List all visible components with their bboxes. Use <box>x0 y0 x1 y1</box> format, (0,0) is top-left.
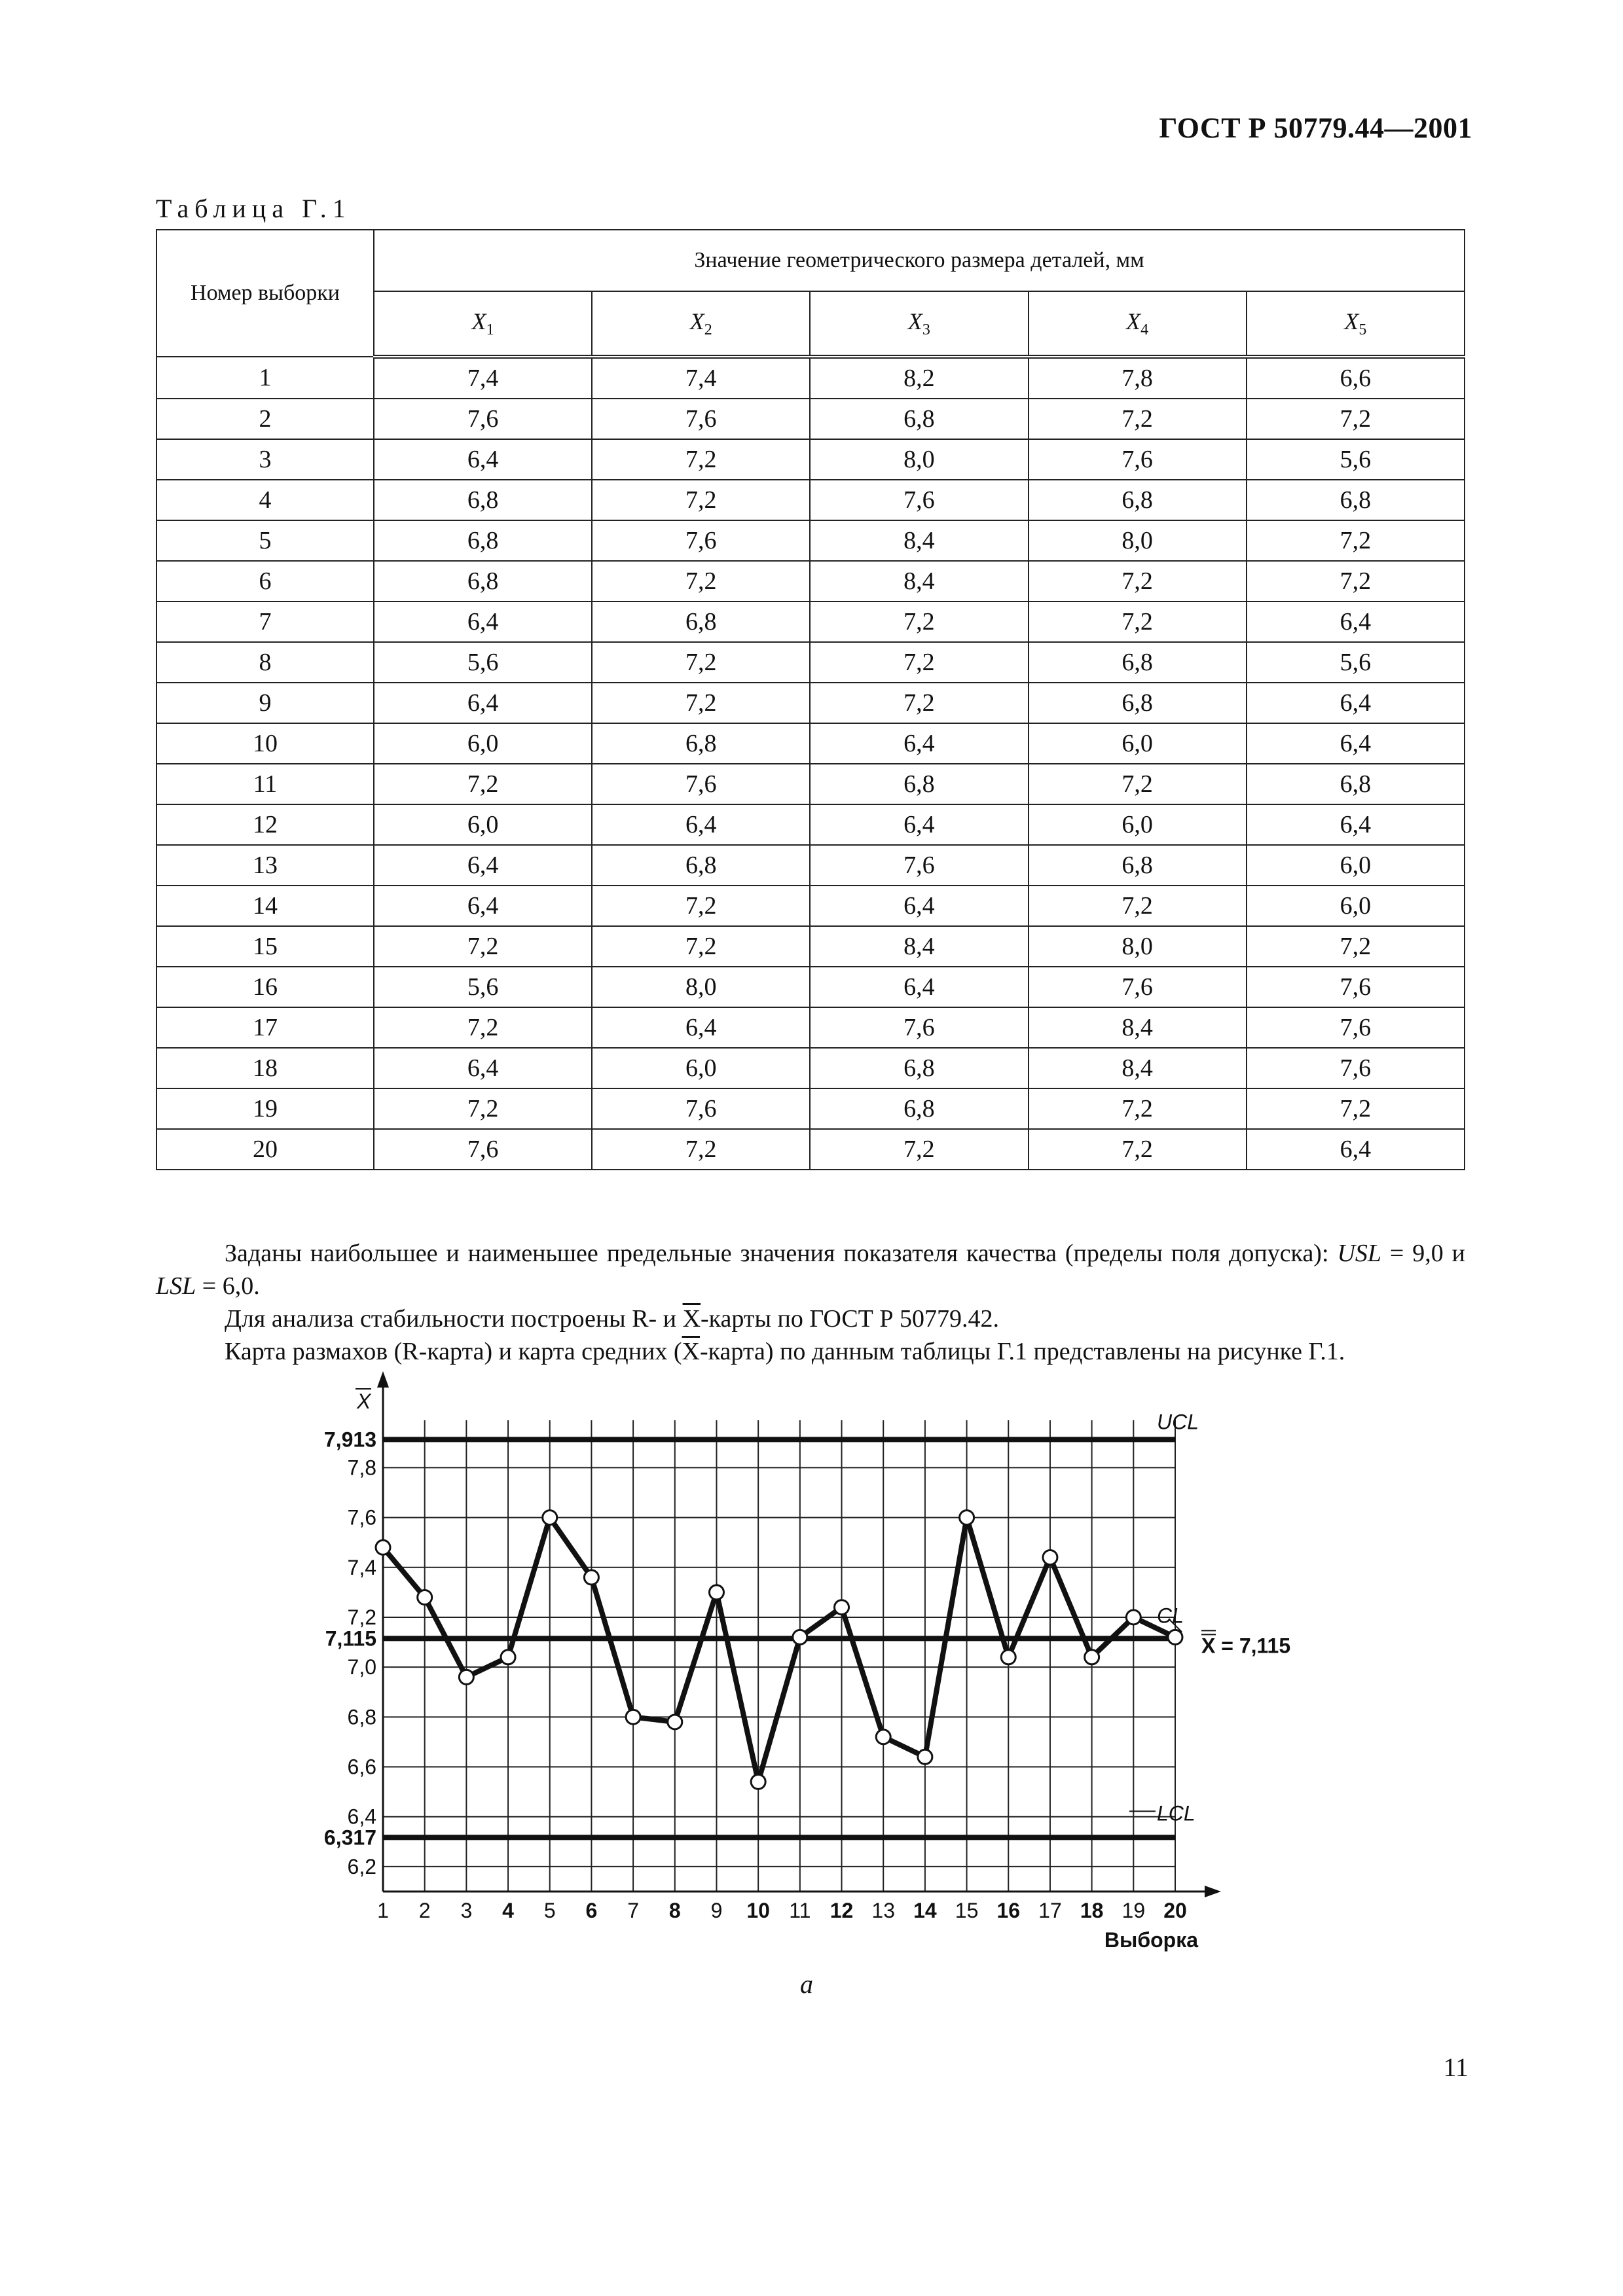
value-cell: 6,8 <box>374 520 592 561</box>
x-tick-label: 17 <box>1038 1899 1062 1922</box>
value-cell: 6,8 <box>592 845 810 886</box>
control-label-lcl: LCL <box>1157 1801 1195 1825</box>
paragraph-stability <box>156 1302 1465 1335</box>
x-tick-label: 15 <box>955 1899 979 1922</box>
value-cell: 7,2 <box>592 480 810 520</box>
value-cell: 7,2 <box>1029 561 1247 601</box>
paragraph-tolerance <box>156 1237 1465 1302</box>
value-cell: 6,4 <box>374 886 592 926</box>
value-cell: 6,4 <box>592 804 810 845</box>
value-cell: 8,4 <box>810 926 1028 967</box>
y-tick-label: 6,6 <box>347 1755 376 1779</box>
data-point <box>1001 1650 1015 1664</box>
value-cell: 6,8 <box>1029 480 1247 520</box>
value-cell: 7,2 <box>1029 764 1247 804</box>
data-point <box>918 1749 932 1764</box>
value-cell: 7,6 <box>1029 439 1247 480</box>
cl-annotation: X = 7,115 <box>1201 1634 1291 1658</box>
value-cell: 6,8 <box>592 601 810 642</box>
value-cell: 5,6 <box>374 967 592 1007</box>
value-cell: 7,2 <box>810 642 1028 683</box>
chart-canvas <box>288 1368 1336 1964</box>
data-point <box>1126 1610 1140 1624</box>
value-cell: 8,0 <box>1029 520 1247 561</box>
value-cell: 7,2 <box>374 764 592 804</box>
value-cell: 7,6 <box>810 845 1028 886</box>
value-cell: 7,6 <box>1247 967 1465 1007</box>
value-cell: 7,2 <box>810 1129 1028 1170</box>
y-tick-label: 6,4 <box>347 1804 376 1829</box>
value-cell: 6,8 <box>810 1088 1028 1129</box>
y-tick-label: 7,4 <box>347 1555 376 1579</box>
table-row <box>156 764 1465 804</box>
x-tick-label: 5 <box>543 1899 556 1922</box>
table-row <box>156 683 1465 723</box>
value-cell: 6,8 <box>1029 683 1247 723</box>
table-caption: Таблица Г.1 <box>156 194 352 223</box>
value-cell: 7,6 <box>592 1088 810 1129</box>
value-cell: 6,0 <box>1247 845 1465 886</box>
p2-xbar: $\overline{X}$ <box>682 1305 701 1333</box>
value-cell: 6,4 <box>1247 683 1465 723</box>
value-cell: 6,0 <box>374 804 592 845</box>
col-x4: $X_4$ <box>1029 291 1247 357</box>
value-cell: 7,2 <box>374 1007 592 1048</box>
sample-number-cell: 3 <box>156 439 374 480</box>
value-cell: 6,4 <box>1247 601 1465 642</box>
control-label-ucl: UCL <box>1157 1410 1199 1434</box>
value-cell: 7,6 <box>374 1129 592 1170</box>
sample-number-cell: 14 <box>156 886 374 926</box>
value-cell: 6,0 <box>374 723 592 764</box>
value-cell: 7,2 <box>1029 1129 1247 1170</box>
x-tick-label: 19 <box>1122 1899 1146 1922</box>
value-cell: 7,4 <box>374 357 592 399</box>
value-cell: 7,2 <box>1029 601 1247 642</box>
y-axis-arrow <box>377 1371 389 1388</box>
y-axis-label: X <box>357 1390 371 1413</box>
x-tick-label: 4 <box>502 1899 514 1922</box>
value-cell: 7,6 <box>592 520 810 561</box>
value-cell: 6,4 <box>374 439 592 480</box>
measurements-table <box>156 229 1465 1170</box>
value-cell: 6,6 <box>1247 357 1465 399</box>
value-cell: 6,4 <box>374 1048 592 1088</box>
col-x5: $X_5$ <box>1247 291 1465 357</box>
value-cell: 7,6 <box>810 480 1028 520</box>
value-cell: 7,6 <box>374 399 592 439</box>
value-cell: 5,6 <box>1247 642 1465 683</box>
lsl-label: LSL <box>156 1272 196 1300</box>
table-row <box>156 723 1465 764</box>
value-cell: 7,2 <box>1247 561 1465 601</box>
value-cell: 6,8 <box>374 480 592 520</box>
value-cell: 6,0 <box>1029 804 1247 845</box>
value-cell: 6,4 <box>1247 1129 1465 1170</box>
value-cell: 7,2 <box>374 1088 592 1129</box>
value-cell: 6,8 <box>1029 642 1247 683</box>
usl-label: USL <box>1337 1240 1382 1267</box>
value-cell: 6,4 <box>1247 723 1465 764</box>
value-cell: 7,2 <box>592 642 810 683</box>
data-point <box>543 1511 557 1525</box>
sample-number-cell: 6 <box>156 561 374 601</box>
value-cell: 6,4 <box>810 804 1028 845</box>
value-cell: 8,0 <box>1029 926 1247 967</box>
value-cell: 7,6 <box>1029 967 1247 1007</box>
xbar-control-chart <box>288 1368 1336 1964</box>
col-sample-number: Номер выборки <box>156 230 374 357</box>
table-row <box>156 967 1465 1007</box>
value-cell: 6,8 <box>374 561 592 601</box>
col-x1: $X_1$ <box>374 291 592 357</box>
value-cell: 7,2 <box>592 926 810 967</box>
value-cell: 6,0 <box>592 1048 810 1088</box>
x-tick-label: 3 <box>460 1899 473 1922</box>
table-row <box>156 520 1465 561</box>
value-cell: 8,4 <box>810 520 1028 561</box>
table-row <box>156 399 1465 439</box>
value-cell: 8,0 <box>810 439 1028 480</box>
sample-number-cell: 17 <box>156 1007 374 1048</box>
x-tick-label: 11 <box>789 1899 811 1922</box>
data-point <box>376 1540 390 1554</box>
x-tick-label: 14 <box>913 1899 937 1922</box>
x-tick-label: 10 <box>746 1899 770 1922</box>
p2-text-b: -карты по ГОСТ Р 50779.42. <box>701 1305 1000 1333</box>
value-cell: 7,2 <box>1029 399 1247 439</box>
y-tick-label: 7,2 <box>347 1605 376 1629</box>
sample-number-cell: 1 <box>156 357 374 399</box>
table-row <box>156 480 1465 520</box>
x-tick-label: 6 <box>585 1899 598 1922</box>
value-cell: 7,2 <box>592 886 810 926</box>
data-point <box>793 1630 807 1644</box>
value-cell: 6,0 <box>1247 886 1465 926</box>
p3-xbar: $\overline{X}$ <box>682 1338 700 1365</box>
value-cell: 7,2 <box>1247 926 1465 967</box>
table-row <box>156 357 1465 399</box>
value-cell: 8,4 <box>1029 1048 1247 1088</box>
value-cell: 7,2 <box>1247 399 1465 439</box>
y-tick-label: 7,913 <box>323 1427 376 1452</box>
table-row <box>156 601 1465 642</box>
sample-number-cell: 18 <box>156 1048 374 1088</box>
value-cell: 6,8 <box>810 399 1028 439</box>
x-tick-label: 8 <box>668 1899 681 1922</box>
table-row <box>156 1007 1465 1048</box>
sample-number-cell: 11 <box>156 764 374 804</box>
data-point <box>459 1670 473 1684</box>
value-cell: 7,6 <box>810 1007 1028 1048</box>
data-point <box>626 1710 640 1724</box>
y-tick-label: 6,317 <box>323 1825 376 1850</box>
table-row <box>156 886 1465 926</box>
value-cell: 6,8 <box>1029 845 1247 886</box>
data-point <box>1043 1551 1057 1565</box>
x-tick-label: 12 <box>830 1899 854 1922</box>
p3-text-a: Карта размахов (R-карта) и карта средних ( <box>225 1338 682 1365</box>
table-row <box>156 845 1465 886</box>
x-tick-label: 13 <box>871 1899 896 1922</box>
document-standard-title: ГОСТ Р 50779.44—2001 <box>1159 112 1472 144</box>
value-cell: 7,6 <box>1247 1007 1465 1048</box>
value-cell: 6,4 <box>1247 804 1465 845</box>
value-cell: 6,4 <box>810 886 1028 926</box>
value-cell: 7,2 <box>592 1129 810 1170</box>
y-tick-label: 6,8 <box>347 1705 376 1729</box>
x-tick-label: 18 <box>1080 1899 1104 1922</box>
sample-number-cell: 7 <box>156 601 374 642</box>
value-cell: 6,4 <box>810 723 1028 764</box>
p2-text-a: Для анализа стабильности построены R- и <box>225 1305 683 1333</box>
y-tick-label: 7,8 <box>347 1456 376 1480</box>
data-point <box>584 1570 598 1585</box>
value-cell: 7,8 <box>1029 357 1247 399</box>
table-row <box>156 439 1465 480</box>
x-axis-arrow <box>1205 1886 1221 1897</box>
table-row <box>156 804 1465 845</box>
data-point <box>501 1650 515 1664</box>
sample-number-cell: 9 <box>156 683 374 723</box>
value-cell: 7,2 <box>1247 520 1465 561</box>
data-point <box>835 1600 849 1615</box>
data-point <box>418 1590 432 1604</box>
value-cell: 6,8 <box>810 1048 1028 1088</box>
y-tick-label: 7,115 <box>325 1626 376 1651</box>
sample-number-cell: 13 <box>156 845 374 886</box>
data-point <box>1168 1630 1182 1644</box>
value-cell: 6,4 <box>810 967 1028 1007</box>
table-row <box>156 1129 1465 1170</box>
value-cell: 6,8 <box>810 764 1028 804</box>
value-cell: 6,4 <box>592 1007 810 1048</box>
table-row <box>156 1088 1465 1129</box>
data-point <box>1085 1650 1099 1664</box>
value-cell: 5,6 <box>1247 439 1465 480</box>
value-cell: 6,8 <box>1247 480 1465 520</box>
value-cell: 7,2 <box>592 561 810 601</box>
x-tick-label: 2 <box>418 1899 431 1922</box>
value-cell: 7,2 <box>810 683 1028 723</box>
col-x3: $X_3$ <box>810 291 1028 357</box>
figure-sublabel: а <box>800 1969 813 1999</box>
lsl-value: = 6,0. <box>196 1272 260 1300</box>
table-row <box>156 1048 1465 1088</box>
data-point <box>668 1715 682 1729</box>
value-cell: 6,8 <box>592 723 810 764</box>
sample-number-cell: 12 <box>156 804 374 845</box>
value-cell: 7,2 <box>374 926 592 967</box>
value-cell: 8,4 <box>810 561 1028 601</box>
sample-number-cell: 8 <box>156 642 374 683</box>
x-tick-label: 20 <box>1163 1899 1187 1922</box>
data-point <box>960 1511 974 1525</box>
y-tick-label: 7,0 <box>347 1655 376 1679</box>
data-point <box>876 1730 890 1744</box>
value-cell: 7,2 <box>1247 1088 1465 1129</box>
value-cell: 7,2 <box>592 439 810 480</box>
data-point <box>751 1774 765 1789</box>
value-cell: 5,6 <box>374 642 592 683</box>
value-cell: 7,2 <box>1029 1088 1247 1129</box>
p3-text-b: -карта) по данным таблицы Г.1 представлены на рисунке Г.1. <box>700 1338 1345 1365</box>
value-cell: 7,6 <box>592 764 810 804</box>
x-tick-label: 1 <box>377 1899 389 1922</box>
value-cell: 7,4 <box>592 357 810 399</box>
x-tick-label: 9 <box>710 1899 723 1922</box>
p1-text: Заданы наибольшее и наименьшее предельные значения показателя качества (пределы поля допуска): <box>225 1240 1329 1267</box>
value-cell: 7,2 <box>810 601 1028 642</box>
col-group-values: Значение геометрического размера деталей, мм <box>374 230 1465 291</box>
sample-number-cell: 19 <box>156 1088 374 1129</box>
x-axis-label: Выборка <box>1104 1928 1198 1952</box>
sample-number-cell: 2 <box>156 399 374 439</box>
value-cell: 6,4 <box>374 845 592 886</box>
value-cell: 6,4 <box>374 601 592 642</box>
value-cell: 8,2 <box>810 357 1028 399</box>
value-cell: 8,0 <box>592 967 810 1007</box>
table-row <box>156 926 1465 967</box>
sample-number-cell: 20 <box>156 1129 374 1170</box>
data-point <box>709 1585 723 1600</box>
table-row <box>156 642 1465 683</box>
value-cell: 6,0 <box>1029 723 1247 764</box>
x-tick-label: 7 <box>627 1899 640 1922</box>
sample-number-cell: 5 <box>156 520 374 561</box>
usl-value: = 9,0 и <box>1381 1240 1465 1267</box>
sample-number-cell: 15 <box>156 926 374 967</box>
value-cell: 7,2 <box>592 683 810 723</box>
value-cell: 8,4 <box>1029 1007 1247 1048</box>
table-row <box>156 561 1465 601</box>
sample-number-cell: 16 <box>156 967 374 1007</box>
page-number: 11 <box>1443 2053 1468 2082</box>
y-tick-label: 6,2 <box>347 1854 376 1878</box>
value-cell: 7,6 <box>1247 1048 1465 1088</box>
value-cell: 7,2 <box>1029 886 1247 926</box>
y-tick-label: 7,6 <box>347 1505 376 1530</box>
value-cell: 7,6 <box>592 399 810 439</box>
col-x2: $X_2$ <box>592 291 810 357</box>
sample-number-cell: 10 <box>156 723 374 764</box>
value-cell: 6,4 <box>374 683 592 723</box>
value-cell: 6,8 <box>1247 764 1465 804</box>
control-label-cl: CL <box>1157 1604 1184 1628</box>
paragraph-charts <box>156 1335 1465 1368</box>
x-tick-label: 16 <box>996 1899 1021 1922</box>
sample-number-cell: 4 <box>156 480 374 520</box>
